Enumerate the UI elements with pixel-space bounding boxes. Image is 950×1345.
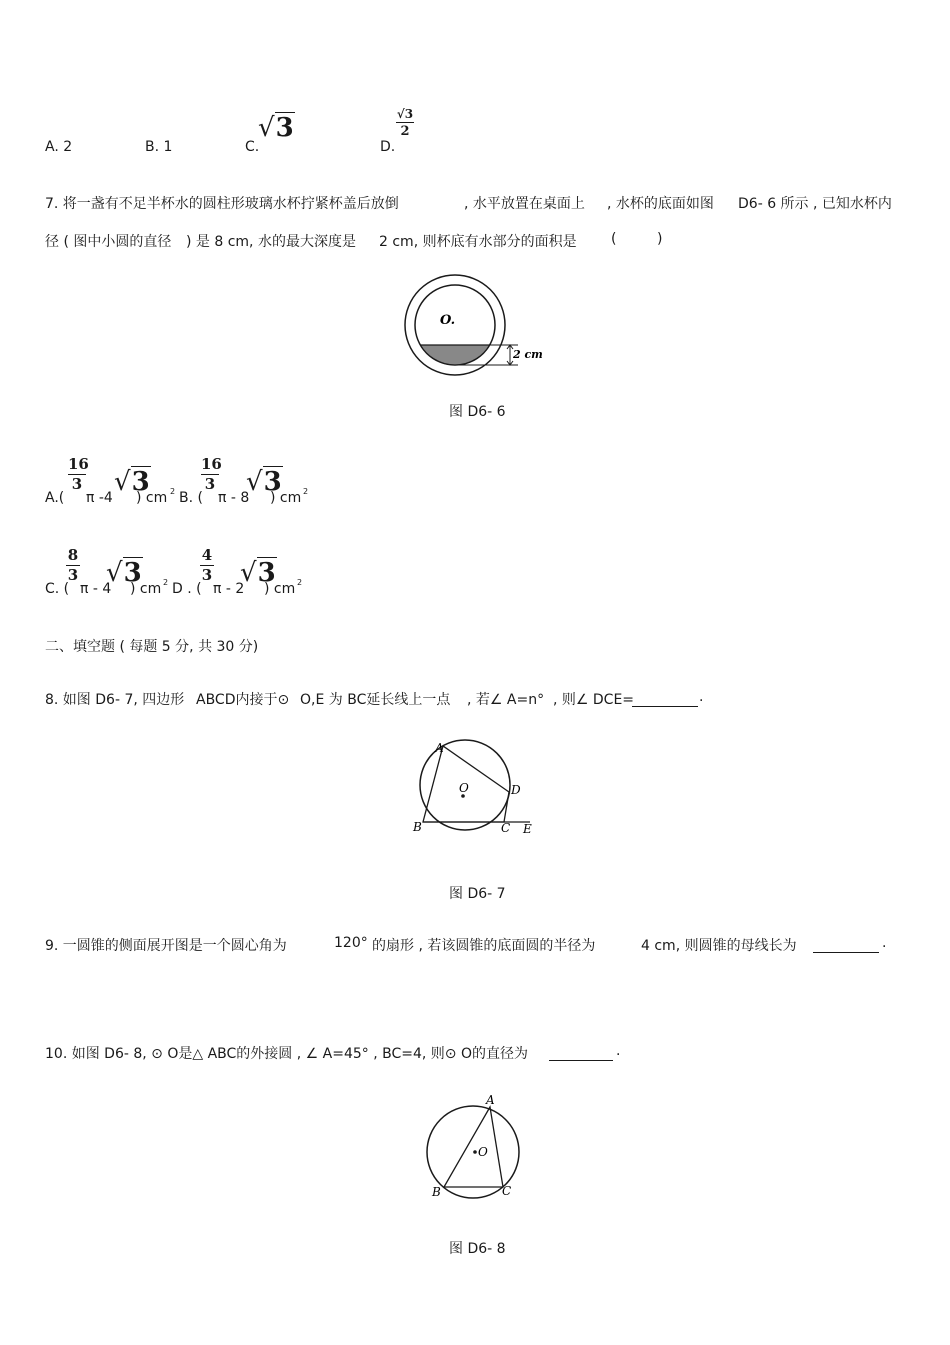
q7-line2-d: ( bbox=[611, 231, 617, 247]
figure-d6-6 bbox=[400, 272, 550, 377]
q6-option-d-den: 2 bbox=[400, 124, 410, 139]
q7-option-a-sqrt: √3 bbox=[114, 467, 150, 497]
q7-line1-c: , 水杯的底面如图 bbox=[607, 196, 714, 212]
q7-option-d-radicand: 3 bbox=[257, 558, 276, 588]
q7-option-b-mid: π - 8 bbox=[218, 490, 250, 506]
label-o: O bbox=[478, 1145, 488, 1159]
figure-d6-6-caption: 图 D6- 6 bbox=[449, 404, 506, 420]
q7-option-c-sqrt: √3 bbox=[106, 558, 142, 588]
q7-option-a-sup: 2 bbox=[170, 487, 176, 496]
q6-option-c-prefix: C. bbox=[245, 139, 260, 155]
q9-text-a: 9. 一圆锥的侧面展开图是一个圆心角为 bbox=[45, 938, 287, 954]
q8-text-d: , 若∠ A=n° bbox=[467, 692, 545, 708]
label-a: A bbox=[435, 741, 444, 755]
q7-line2-c: 2 cm, 则杯底有水部分的面积是 bbox=[379, 234, 577, 250]
figure-d6-8-caption: 图 D6- 8 bbox=[449, 1241, 506, 1257]
figure-d6-6-center-label: O. bbox=[440, 313, 456, 328]
q7-line2-a: 径 ( 图中小圆的直径 bbox=[45, 234, 172, 250]
q7-option-c-num: 8 bbox=[67, 546, 79, 564]
q7-option-c-radicand: 3 bbox=[123, 558, 142, 588]
q7-option-b-radicand: 3 bbox=[263, 467, 282, 497]
label-c: C bbox=[501, 821, 511, 835]
q8-text-b: ABCD内接于⊙ bbox=[196, 692, 290, 708]
q9-text-d: 4 cm, 则圆锥的母线长为 bbox=[641, 938, 797, 954]
q8-text-c: O,E 为 BC延长线上一点 bbox=[300, 692, 451, 708]
q7-option-d-mid: π - 2 bbox=[213, 581, 245, 597]
q7-line1-d: D6- 6 所示 , 已知水杯内 bbox=[738, 196, 892, 212]
q7-option-b-num: 16 bbox=[201, 455, 222, 473]
figure-d6-7-caption: 图 D6- 7 bbox=[449, 886, 506, 902]
q7-option-a-radicand: 3 bbox=[131, 467, 150, 497]
q8-text-e: , 则∠ DCE= bbox=[553, 692, 635, 708]
q7-option-d-sup: 2 bbox=[297, 578, 303, 587]
q7-option-d-sqrt: √3 bbox=[240, 558, 276, 588]
q7-option-d-num: 4 bbox=[201, 546, 213, 564]
q7-option-c-fraction bbox=[66, 547, 80, 584]
q9-text-c: 的扇形 , 若该圆锥的底面圆的半径为 bbox=[372, 938, 596, 954]
water-segment bbox=[420, 345, 489, 365]
q7-option-a-prefix: A.( bbox=[45, 490, 65, 506]
q7-option-b-den: 3 bbox=[204, 475, 216, 493]
q6-option-d-num: 3 bbox=[404, 107, 414, 121]
label-b: B bbox=[413, 820, 422, 834]
q7-option-c-prefix: C. ( bbox=[45, 581, 70, 597]
q7-option-b-sqrt: √3 bbox=[246, 467, 282, 497]
q6-option-c-radicand: 3 bbox=[275, 113, 294, 143]
q6-option-c-sqrt: √3 bbox=[258, 113, 294, 143]
q6-option-d-prefix: D. bbox=[380, 139, 396, 155]
q7-line2-b: ) 是 8 cm, 水的最大深度是 bbox=[186, 234, 356, 250]
q7-option-a-fraction bbox=[68, 455, 89, 493]
q7-line2-e: ) bbox=[657, 231, 663, 247]
q7-option-a-num: 16 bbox=[68, 455, 89, 473]
q7-line1-b: , 水平放置在桌面上 bbox=[464, 196, 585, 212]
label-b: B bbox=[432, 1185, 441, 1199]
label-d: D bbox=[511, 783, 521, 797]
q6-option-d-fraction: √3 2 bbox=[396, 107, 414, 139]
q8-text-a: 8. 如图 D6- 7, 四边形 bbox=[45, 692, 185, 708]
q6-option-b: B. 1 bbox=[145, 139, 173, 155]
figure-d6-6-depth-label: 2 cm bbox=[513, 348, 543, 361]
q7-option-b-fraction bbox=[201, 455, 222, 493]
triangle-abc bbox=[444, 1107, 503, 1187]
q9-text-end: . bbox=[882, 935, 887, 951]
q7-option-b-prefix: B. ( bbox=[179, 490, 203, 506]
q7-option-b-unit: ) cm bbox=[270, 490, 302, 506]
q7-option-d-unit: ) cm bbox=[264, 581, 296, 597]
q7-option-a-mid: π -4 bbox=[86, 490, 113, 506]
q7-option-c-mid: π - 4 bbox=[80, 581, 112, 597]
q7-option-a-den: 3 bbox=[71, 475, 83, 493]
q10-text-a: 10. 如图 D6- 8, ⊙ O是△ ABC的外接圆 , ∠ A=45° , BC=4, 则⊙ O的直径为 bbox=[45, 1046, 528, 1062]
label-e: E bbox=[523, 822, 532, 836]
q7-option-b-sup: 2 bbox=[303, 487, 309, 496]
q7-line1-a: 7. 将一盏有不足半杯水的圆柱形玻璃水杯拧紧杯盖后放倒 bbox=[45, 196, 399, 212]
q8-text-end: . bbox=[699, 689, 704, 705]
q7-option-c-unit: ) cm bbox=[130, 581, 162, 597]
q9-text-b: 120° bbox=[334, 935, 368, 951]
q7-option-a-unit: ) cm bbox=[136, 490, 168, 506]
q7-option-c-sup: 2 bbox=[163, 578, 169, 587]
label-a: A bbox=[486, 1093, 495, 1107]
figure-d6-7 bbox=[405, 735, 545, 840]
q7-option-d-den: 3 bbox=[201, 566, 213, 584]
section-heading: 二、填空题 ( 每题 5 分, 共 30 分) bbox=[45, 639, 259, 655]
q7-option-c-den: 3 bbox=[67, 566, 79, 584]
q6-option-a: A. 2 bbox=[45, 139, 73, 155]
q8-answer-blank[interactable] bbox=[632, 689, 698, 707]
q7-option-d-prefix: D . ( bbox=[172, 581, 202, 597]
label-o: O bbox=[459, 781, 469, 795]
q10-answer-blank[interactable] bbox=[549, 1043, 613, 1061]
figure-d6-8 bbox=[415, 1090, 535, 1205]
q10-text-end: . bbox=[616, 1043, 621, 1059]
q7-option-d-fraction bbox=[200, 547, 214, 584]
label-c: C bbox=[502, 1184, 512, 1198]
center-point-o bbox=[473, 1150, 477, 1154]
q9-answer-blank[interactable] bbox=[813, 935, 879, 953]
